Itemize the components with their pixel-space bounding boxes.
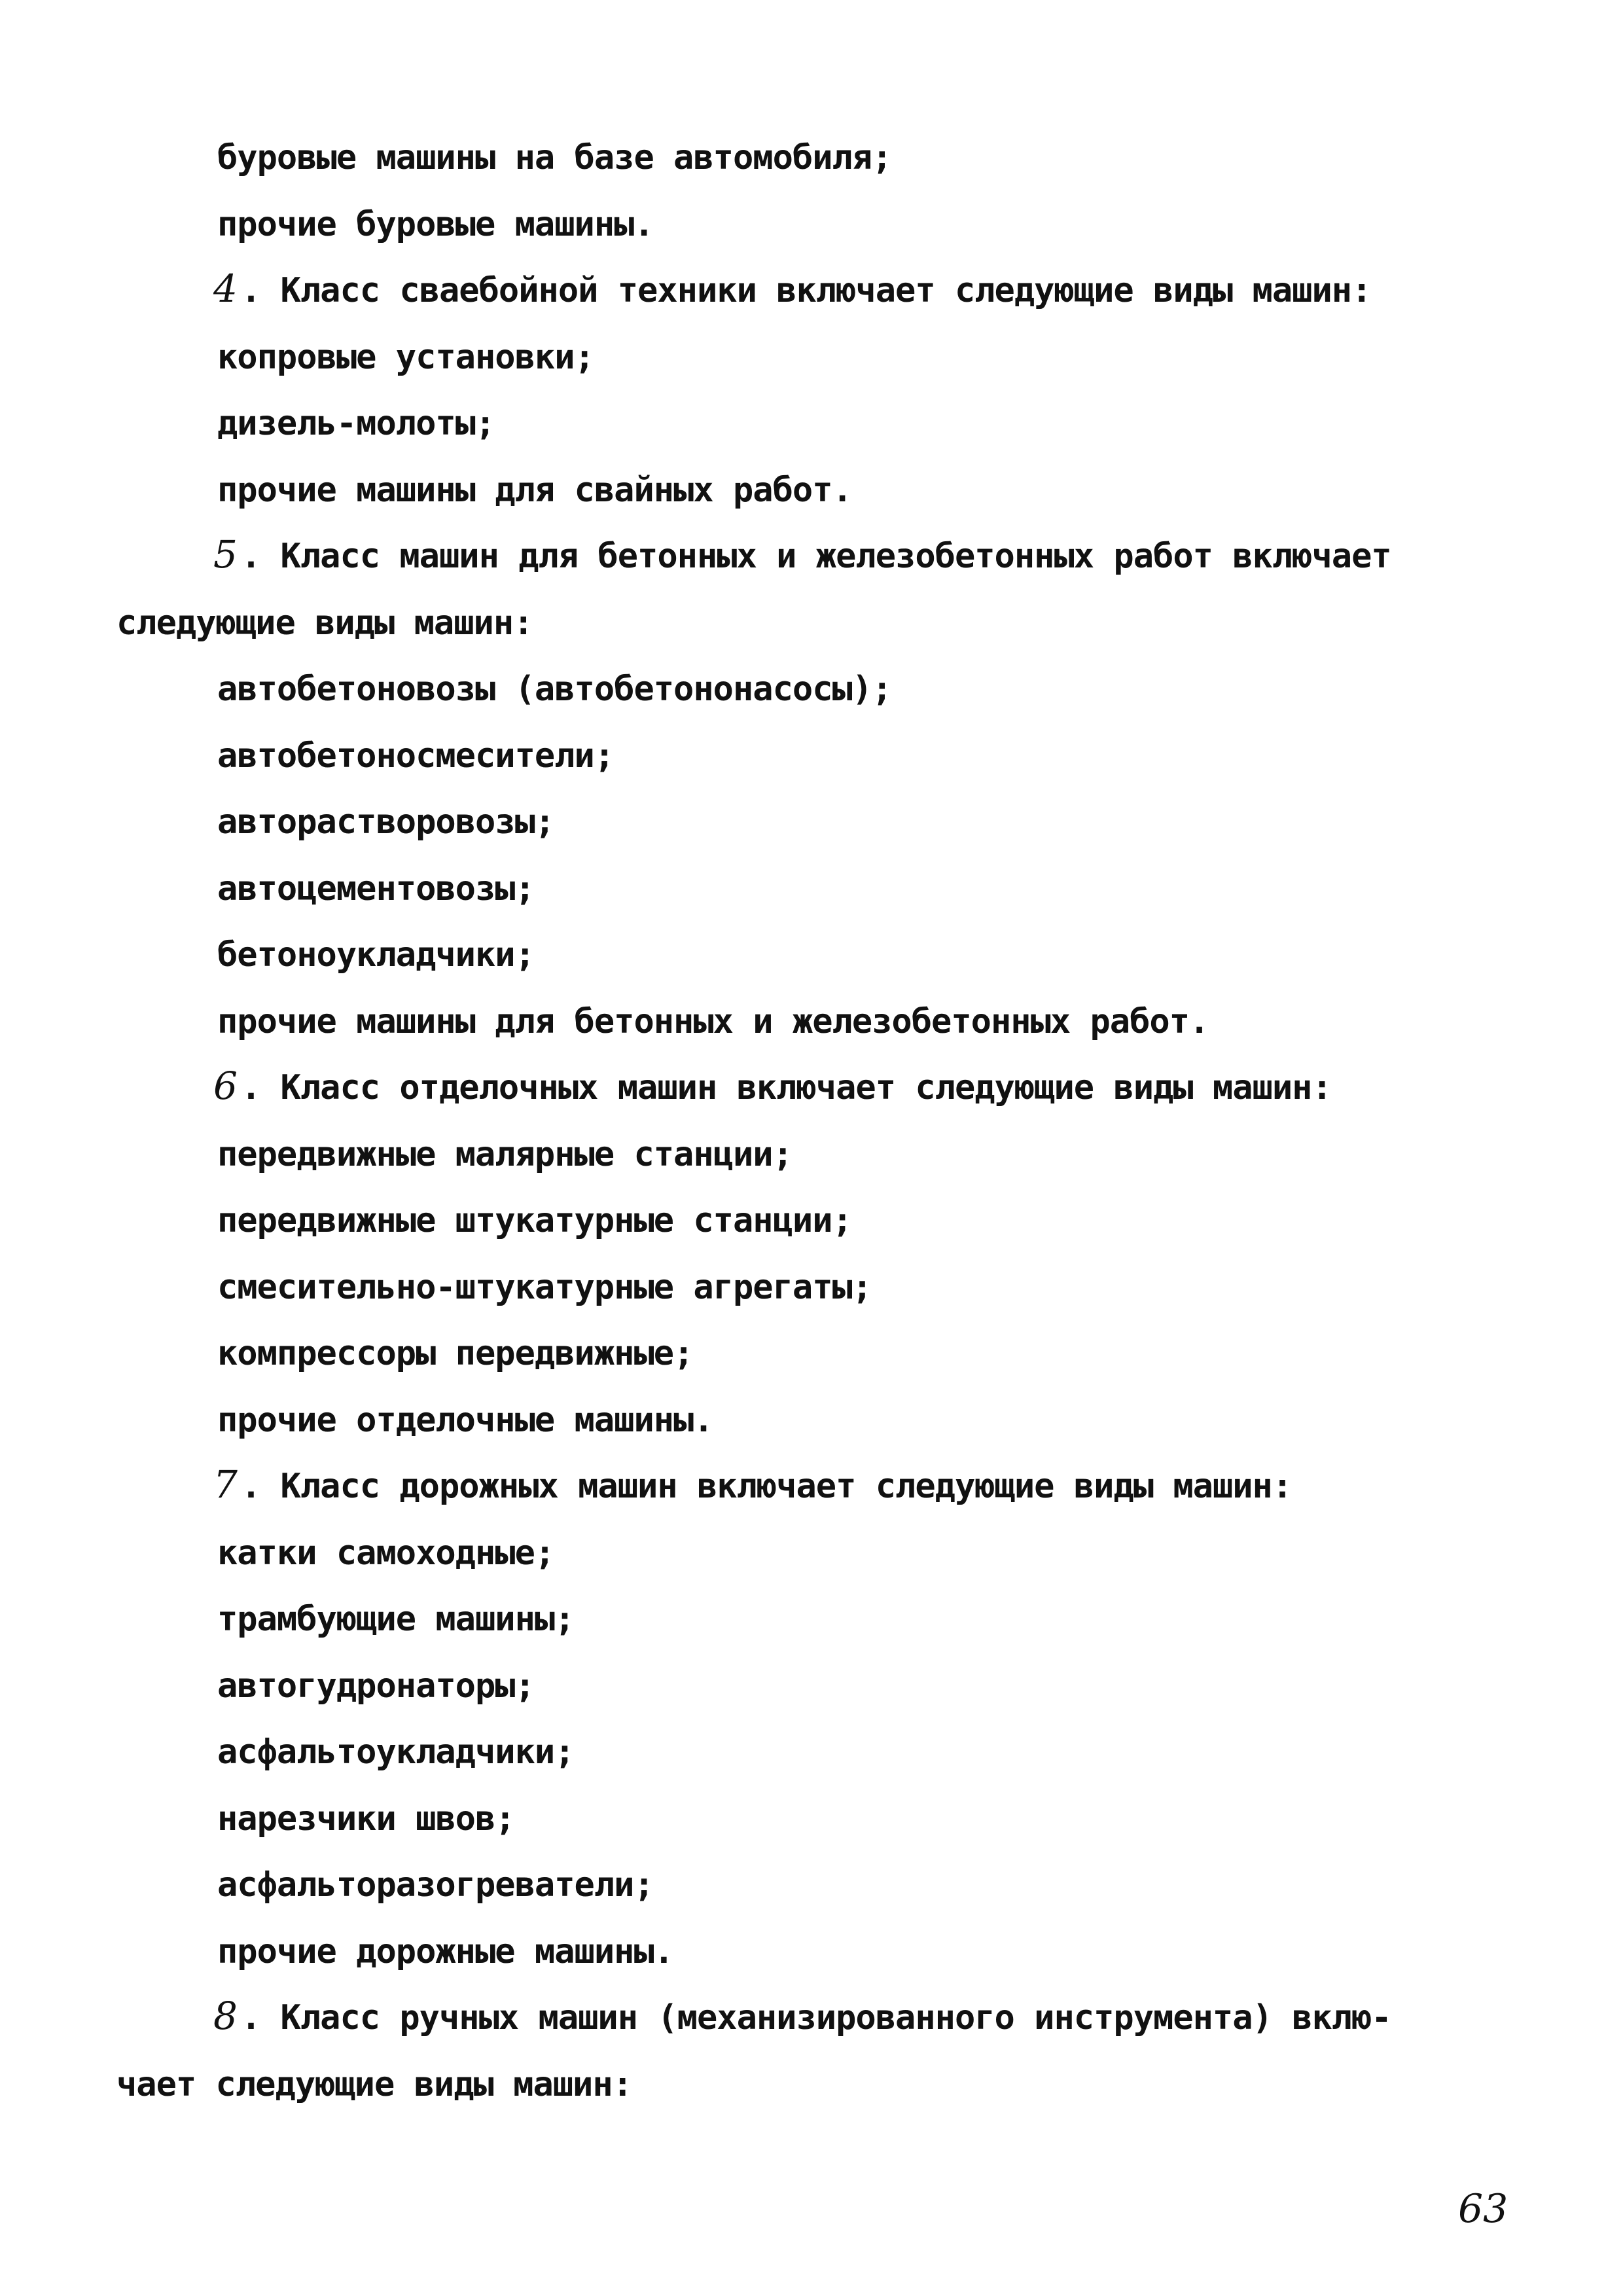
- list-item: копровые установки;: [217, 337, 594, 377]
- list-item: авторастворовозы;: [217, 802, 555, 842]
- list-item: бетоноукладчики;: [217, 935, 535, 975]
- list-item: буровые машины на базе автомобиля;: [217, 138, 892, 177]
- list-item: автогудронаторы;: [217, 1666, 535, 1706]
- list-item: асфальтоукладчики;: [217, 1732, 575, 1772]
- list-item: трамбующие машины;: [217, 1600, 575, 1639]
- list-item: нарезчики швов;: [217, 1799, 515, 1839]
- list-item: автобетоновозы (автобетононасосы);: [217, 670, 892, 709]
- paragraph-continuation: чает следующие виды машин:: [116, 2064, 632, 2104]
- paragraph-heading: 6 . Класс отделочных машин включает следующие виды машин:: [213, 1064, 1332, 1108]
- list-item: прочие дорожные машины.: [217, 1931, 674, 1971]
- paragraph-number: 5: [213, 532, 237, 577]
- text-body: [0, 123, 1623, 2116]
- paragraph-number: 4: [213, 266, 237, 311]
- list-item: автобетоносмесители;: [217, 736, 615, 776]
- list-item: асфальторазогреватели;: [217, 1865, 654, 1905]
- list-item: дизель-молоты;: [217, 404, 495, 443]
- list-item: прочие отделочные машины.: [217, 1400, 713, 1440]
- list-item: передвижные штукатурные станции;: [217, 1201, 852, 1240]
- paragraph-heading: 5 . Класс машин для бетонных и железобетонных работ включает: [213, 532, 1391, 577]
- paragraph-heading: 7 . Класс дорожных машин включает следующие виды машин:: [213, 1462, 1293, 1507]
- paragraph-number: 8: [213, 1994, 237, 2038]
- list-item: катки самоходные;: [217, 1533, 555, 1573]
- list-item: передвижные малярные станции;: [217, 1134, 793, 1174]
- paragraph-heading: 4 . Класс сваебойной техники включает следующие виды машин:: [213, 266, 1372, 311]
- list-item: автоцементовозы;: [217, 869, 535, 908]
- list-item: прочие буровые машины.: [217, 204, 654, 244]
- list-item: компрессоры передвижные;: [217, 1334, 694, 1373]
- paragraph-heading: 8 . Класс ручных машин (механизированного инструмента) вклю-: [213, 1994, 1391, 2038]
- list-item: прочие машины для свайных работ.: [217, 470, 852, 510]
- list-item: смесительно-штукатурные агрегаты;: [217, 1267, 872, 1307]
- page-number: 63: [1458, 2186, 1508, 2232]
- paragraph-continuation: следующие виды машин:: [116, 603, 533, 643]
- paragraph-number: 6: [213, 1064, 237, 1108]
- paragraph-number: 7: [213, 1462, 237, 1507]
- list-item: прочие машины для бетонных и железобетонных работ.: [217, 1001, 1209, 1041]
